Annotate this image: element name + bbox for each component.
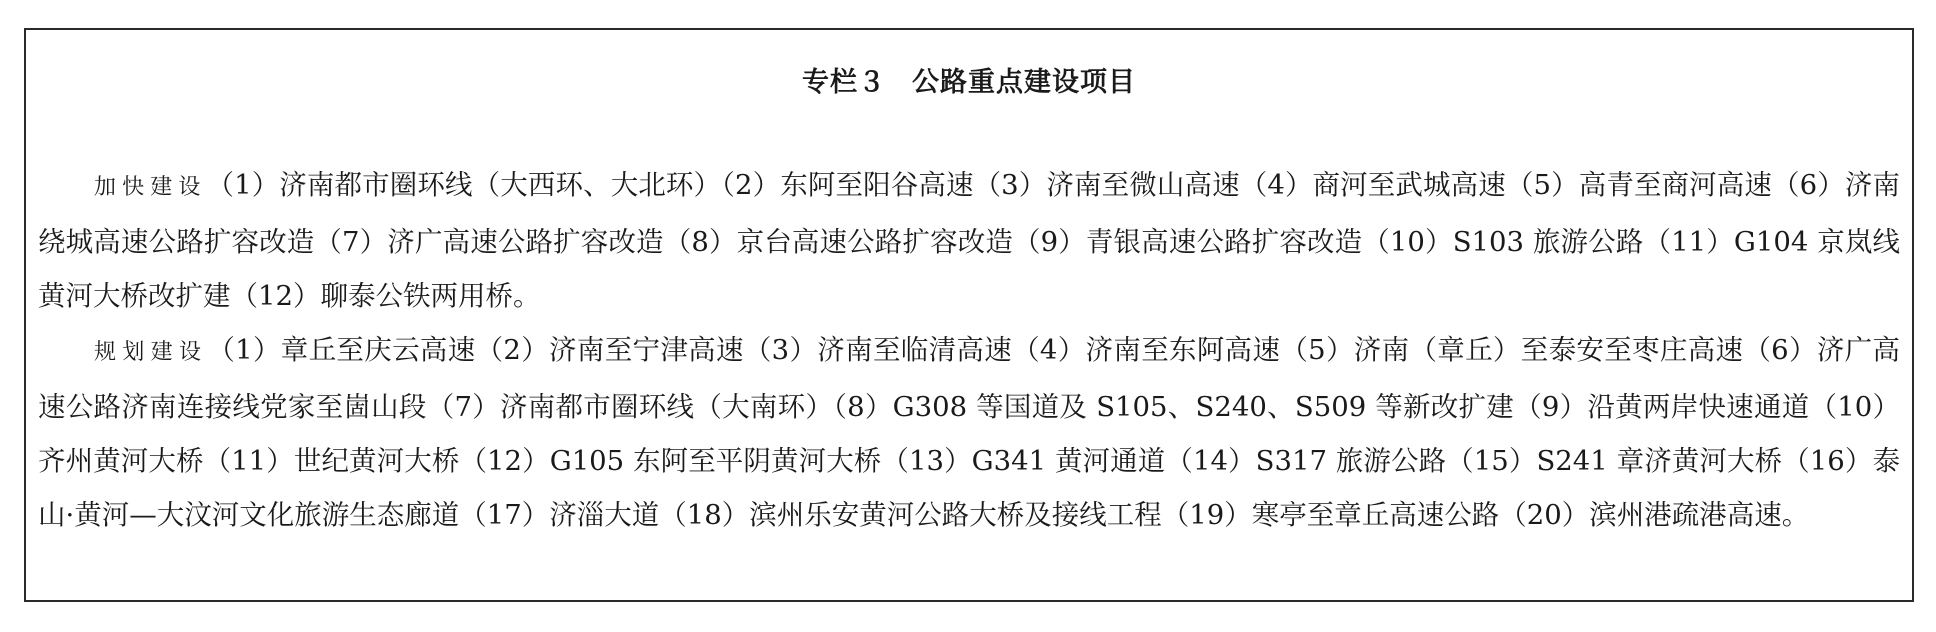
section-accelerate — [38, 158, 1900, 323]
section-content: （1）章丘至庆云高速（2）济南至宁津高速（3）济南至临清高速（4）济南至东阿高速（5）济南（章丘）至泰安至枣庄高速（6）济广高速公路济南连接线党家至崮山段（7）济南都市圈环线（大南环）（8）G308 等国道及 S105、S240、S509 等新改扩建（9）沿黄两岸快速通道（10）齐州黄河大桥（11）世纪黄河大桥（12）G105 东阿至平阴黄河大桥（13）G341 黄河通道（14）S317 旅游公路（15）S241 章济黄河大桥（16）泰山·黄河—大汶河文化旅游生态廊道（17）济淄大道（18）滨州乐安黄河公路大桥及接线工程（19）寒亭至章丘高速公路（20）滨州港疏港高速。 — [38, 334, 1900, 531]
column-heading: 公路重点建设项目 — [912, 67, 1136, 98]
section-content: （1）济南都市圈环线（大西环、大北环）（2）东阿至阳谷高速（3）济南至微山高速（4）商河至武城高速（5）高青至商河高速（6）济南绕城高速公路扩容改造（7）济广高速公路扩容改造（8）京台高速公路扩容改造（9）青银高速公路扩容改造（10）S103 旅游公路（11）G104 京岚线黄河大桥改扩建（12）聊泰公铁两用桥。 — [38, 169, 1900, 312]
section-lead: 加快建设 — [94, 175, 207, 200]
section-planned — [38, 323, 1900, 542]
section-lead: 规划建设 — [94, 340, 208, 365]
column-body — [38, 158, 1900, 542]
column-number: 专栏３ — [802, 67, 886, 98]
column-box — [24, 28, 1914, 602]
column-title — [26, 60, 1912, 99]
